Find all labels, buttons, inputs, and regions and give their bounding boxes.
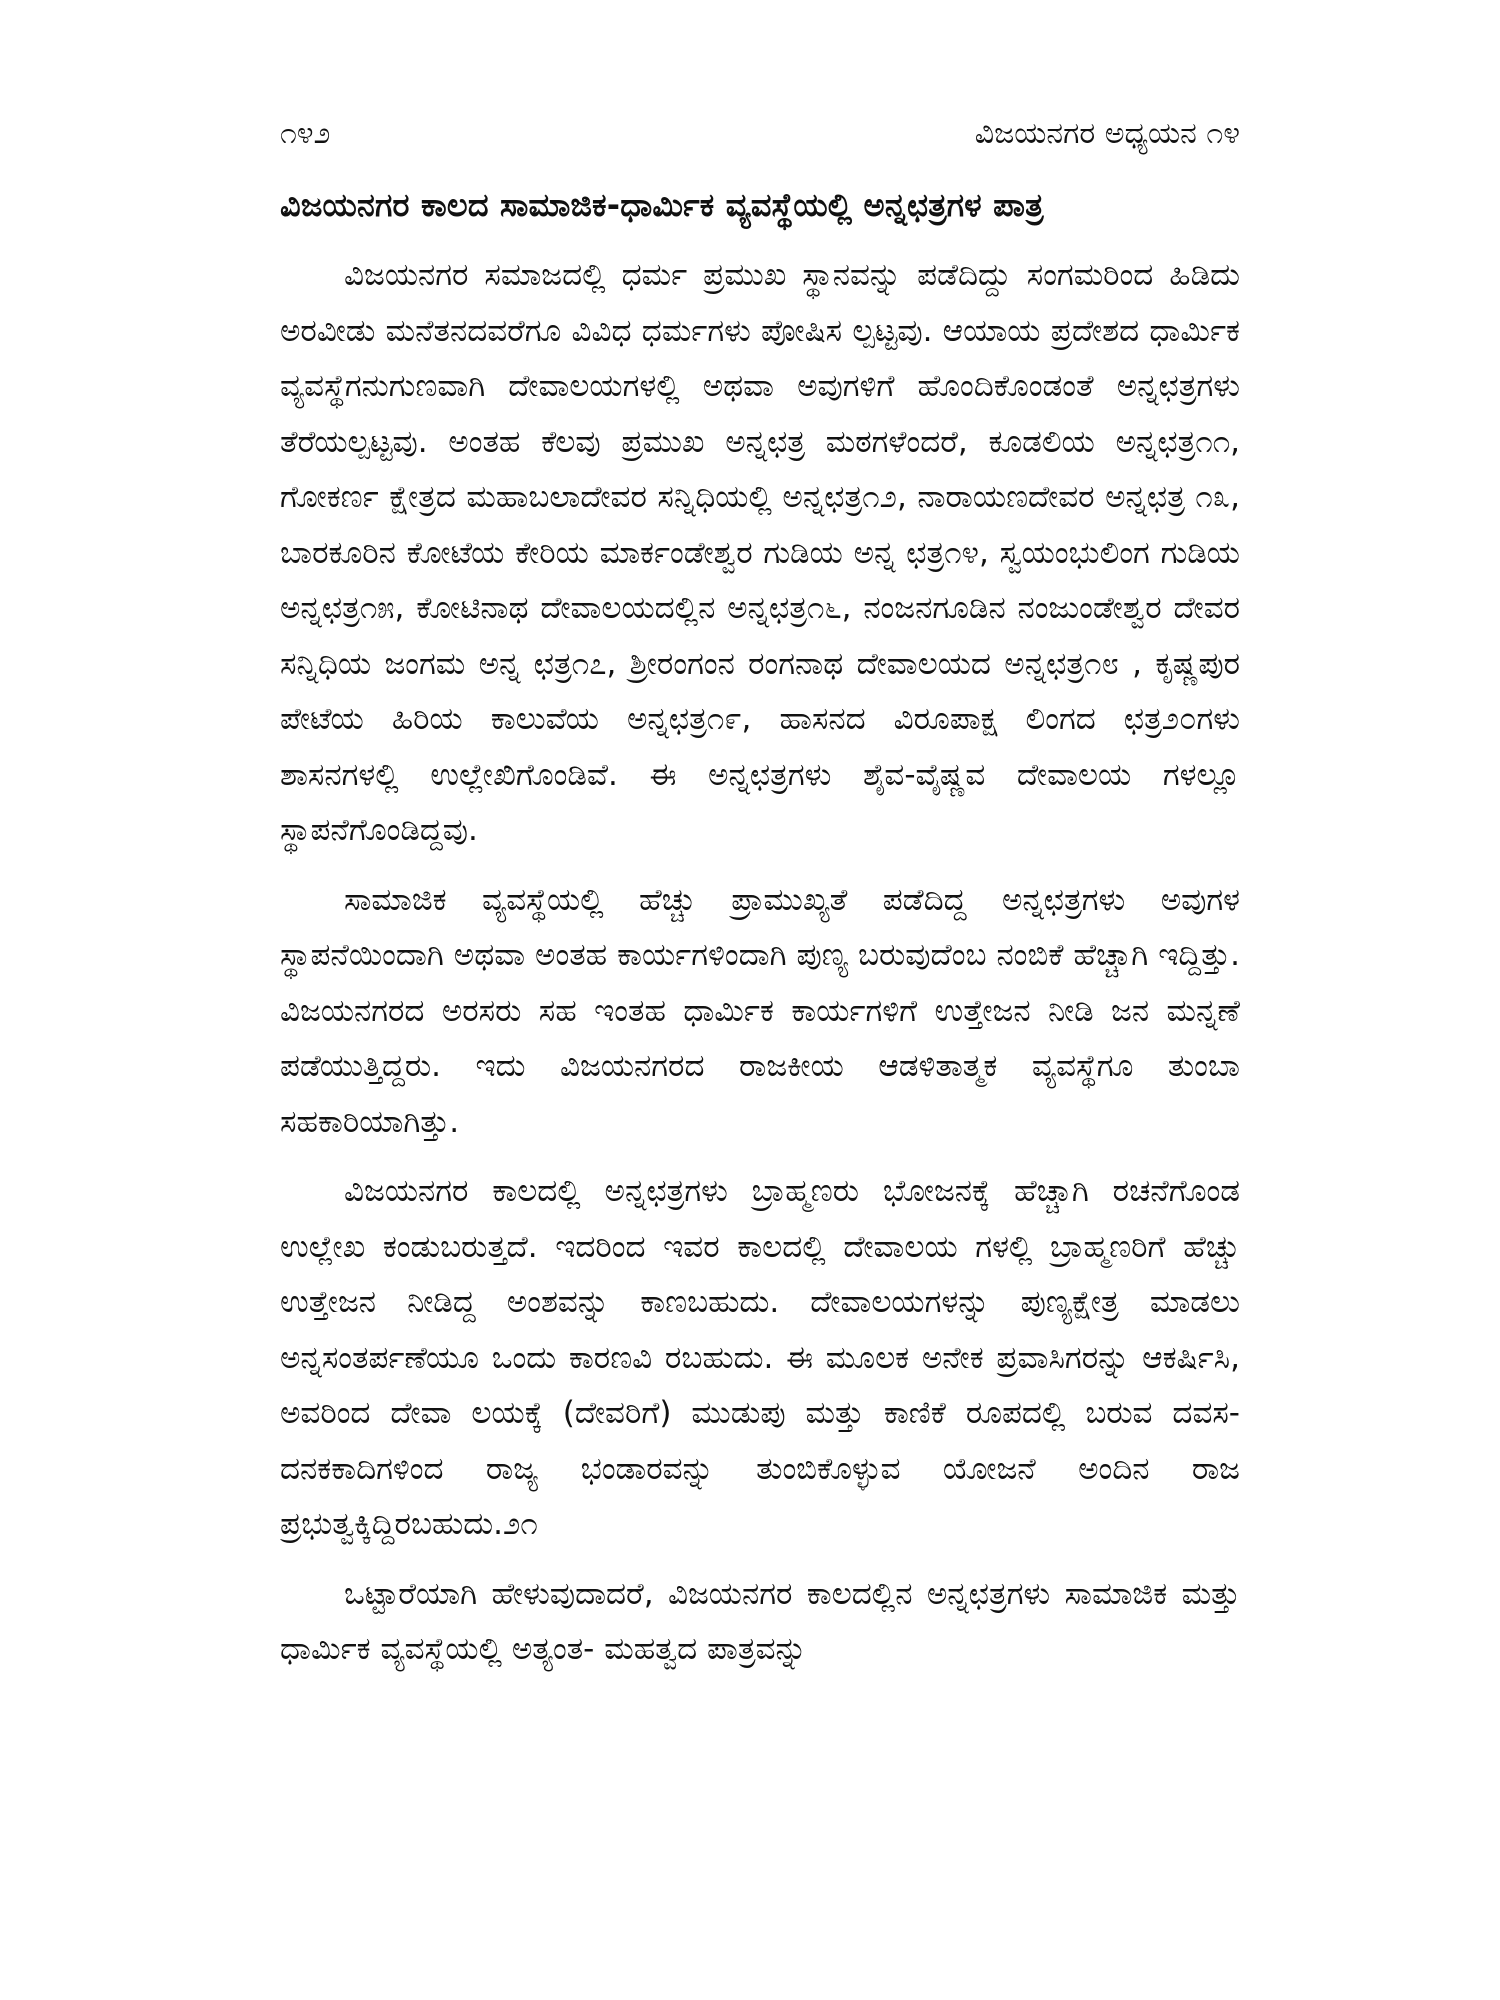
page-number: ೧೪೨ [280,116,331,151]
running-header [280,110,1240,158]
article-body [280,248,1240,1678]
running-title: ವಿಜಯನಗರ ಅಧ್ಯಯನ ೧೪ [974,116,1240,151]
paragraph: ಒಟ್ಟಾರೆಯಾಗಿ ಹೇಳುವುದಾದರೆ, ವಿಜಯನಗರ ಕಾಲದಲ್ಲಿನ ಅನ್ನಛತ್ರಗಳು ಸಾಮಾಜಿಕ ಮತ್ತು ಧಾರ್ಮಿಕ ವ್ಯವಸ್ಥೆಯಲ್ಲಿ ಅತ್ಯಂತ- ಮಹತ್ವದ ಪಾತ್ರವನ್ನು [280,1575,1240,1667]
paragraph: ವಿಜಯನಗರ ಸಮಾಜದಲ್ಲಿ ಧರ್ಮ ಪ್ರಮುಖ ಸ್ಥಾನವನ್ನು ಪಡೆದಿದ್ದು ಸಂಗಮರಿಂದ ಹಿಡಿದು ಅರವೀಡು ಮನೆತನದವರೆಗೂ ವಿವಿಧ ಧರ್ಮಗಳು ಪೋಷಿಸ ಲ್ಪಟ್ಟವು. ಆಯಾಯ ಪ್ರದೇಶದ ಧಾರ್ಮಿಕ ವ್ಯವಸ್ಥೆಗನುಗುಣವಾಗಿ ದೇವಾಲಯಗಳಲ್ಲಿ ಅಥವಾ ಅವುಗಳಿಗೆ ಹೊಂದಿಕೊಂಡಂತೆ ಅನ್ನಛತ್ರಗಳು ತೆರೆಯಲ್ಪಟ್ಟವು. ಅಂತಹ ಕೆಲವು ಪ್ರಮುಖ ಅನ್ನಛತ್ರ ಮಠಗಳೆಂದರೆ, ಕೂಡಲಿಯ ಅನ್ನಛತ್ರ೧೧, ಗೋಕರ್ಣ ಕ್ಷೇತ್ರದ ಮಹಾಬಲಾದೇವರ ಸನ್ನಿಧಿಯಲ್ಲಿ ಅನ್ನಛತ್ರ೧೨, ನಾರಾಯಣದೇವರ ಅನ್ನಛತ್ರ ೧೩, ಬಾರಕೂರಿನ ಕೋಟೆಯ ಕೇರಿಯ ಮಾರ್ಕಂಡೇಶ್ವರ ಗುಡಿಯ ಅನ್ನ ಛತ್ರ೧೪, ಸ್ವಯಂಭುಲಿಂಗ ಗುಡಿಯ ಅನ್ನಛತ್ರ೧೫, ಕೋಟಿನಾಥ ದೇವಾಲಯದಲ್ಲಿನ ಅನ್ನಛತ್ರ೧೬, ನಂಜನಗೂಡಿನ ನಂಜುಂಡೇಶ್ವರ ದೇವರ ಸನ್ನಿಧಿಯ ಜಂಗಮ ಅನ್ನ ಛತ್ರ೧೭, ಶ್ರೀರಂಗಂನ ರಂಗನಾಥ ದೇವಾಲಯದ ಅನ್ನಛತ್ರ೧೮ , ಕೃಷ್ಣಪುರ ಪೇಟೆಯ ಹಿರಿಯ ಕಾಲುವೆಯ ಅನ್ನಛತ್ರ೧೯, ಹಾಸನದ ವಿರೂಪಾಕ್ಷ ಲಿಂಗದ ಛತ್ರ೨೦ಗಳು ಶಾಸನಗಳಲ್ಲಿ ಉಲ್ಲೇಖಿಗೊಂಡಿವೆ. ಈ ಅನ್ನಛತ್ರಗಳು ಶೈವ-ವೈಷ್ಣವ ದೇವಾಲಯ ಗಳಲ್ಲೂ ಸ್ಥಾಪನೆಗೊಂಡಿದ್ದವು. [280,257,1240,848]
book-page [280,110,1240,1890]
article-title: ವಿಜಯನಗರ ಕಾಲದ ಸಾಮಾಜಿಕ-ಧಾರ್ಮಿಕ ವ್ಯವಸ್ಥೆಯಲ್ಲಿ ಅನ್ನಛತ್ರಗಳ ಪಾತ್ರ [280,186,1044,224]
paragraph: ಸಾಮಾಜಿಕ ವ್ಯವಸ್ಥೆಯಲ್ಲಿ ಹೆಚ್ಚು ಪ್ರಾಮುಖ್ಯತೆ ಪಡೆದಿದ್ದ ಅನ್ನಛತ್ರಗಳು ಅವುಗಳ ಸ್ಥಾಪನೆಯಿಂದಾಗಿ ಅಥವಾ ಅಂತಹ ಕಾರ್ಯಗಳಿಂದಾಗಿ ಪುಣ್ಯ ಬರುವುದೆಂಬ ನಂಬಿಕೆ ಹೆಚ್ಚಾಗಿ ಇದ್ದಿತ್ತು. ವಿಜಯನಗರದ ಅರಸರು ಸಹ ಇಂತಹ ಧಾರ್ಮಿಕ ಕಾರ್ಯಗಳಿಗೆ ಉತ್ತೇಜನ ನೀಡಿ ಜನ ಮನ್ನಣೆ ಪಡೆಯುತ್ತಿದ್ದರು. ಇದು ವಿಜಯನಗರದ ರಾಜಕೀಯ ಆಡಳಿತಾತ್ಮಕ ವ್ಯವಸ್ಥೆಗೂ ತುಂಬಾ ಸಹಕಾರಿಯಾಗಿತ್ತು. [280,881,1240,1140]
paragraph: ವಿಜಯನಗರ ಕಾಲದಲ್ಲಿ ಅನ್ನಛತ್ರಗಳು ಬ್ರಾಹ್ಮಣರು ಭೋಜನಕ್ಕೆ ಹೆಚ್ಚಾಗಿ ರಚನೆಗೊಂಡ ಉಲ್ಲೇಖ ಕಂಡುಬರುತ್ತದೆ. ಇದರಿಂದ ಇವರ ಕಾಲದಲ್ಲಿ ದೇವಾಲಯ ಗಳಲ್ಲಿ ಬ್ರಾಹ್ಮಣರಿಗೆ ಹೆಚ್ಚು ಉತ್ತೇಜನ ನೀಡಿದ್ದ ಅಂಶವನ್ನು ಕಾಣಬಹುದು. ದೇವಾಲಯಗಳನ್ನು ಪುಣ್ಯಕ್ಷೇತ್ರ ಮಾಡಲು ಅನ್ನಸಂತರ್ಪಣೆಯೂ ಒಂದು ಕಾರಣವಿ ರಬಹುದು. ಈ ಮೂಲಕ ಅನೇಕ ಪ್ರವಾಸಿಗರನ್ನು ಆಕರ್ಷಿಸಿ, ಅವರಿಂದ ದೇವಾ ಲಯಕ್ಕೆ (ದೇವರಿಗೆ) ಮುಡುಪು ಮತ್ತು ಕಾಣಿಕೆ ರೂಪದಲ್ಲಿ ಬರುವ ದವಸ- ದನಕಕಾದಿಗಳಿಂದ ರಾಜ್ಯ ಭಂಡಾರವನ್ನು ತುಂಬಿಕೊಳ್ಳುವ ಯೋಜನೆ ಅಂದಿನ ರಾಜ ಪ್ರಭುತ್ವಕ್ಕಿದ್ದಿರಬಹುದು.೨೧ [280,1173,1240,1542]
